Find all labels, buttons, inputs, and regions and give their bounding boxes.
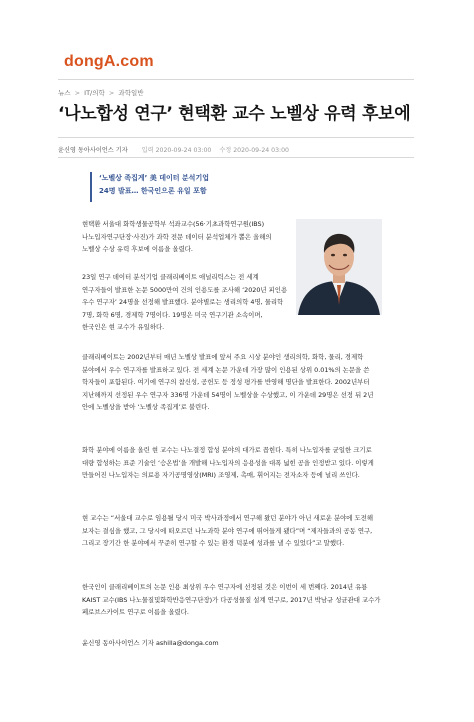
reporter-signature: 윤신영 동아사이언스 기자 ashilla@donga.com bbox=[82, 639, 219, 647]
site-logo[interactable]: dongA.com bbox=[64, 53, 154, 70]
breadcrumb-separator: > bbox=[74, 89, 81, 97]
article-byline bbox=[58, 145, 289, 154]
reporter-name: 윤신영 동아사이언스 기자 bbox=[58, 147, 128, 154]
modified-date: 수정 2020-09-24 03:00 bbox=[219, 147, 289, 154]
header-divider bbox=[58, 79, 414, 80]
breadcrumb-item-science[interactable]: 과학일반 bbox=[118, 89, 144, 97]
byline-divider bbox=[58, 157, 414, 158]
breadcrumb-item-news[interactable]: 뉴스 bbox=[58, 89, 71, 97]
article-paragraph: 23일 연구 데이터 분석기업 클래리베이트 애널리틱스는 전 세계 연구자들이 발표한 논문 5000만여 건의 인용도를 조사해 ‘2020년 피인용 우수 연구자’ 24명을 선정해 발표했다. 분야별로는 생리의학 4명, 물리학 7명, 화학 6명, 경제학 7명이다. 19명은 미국 연구기관 소속이며, 한국인은 현 교수가 유일하다. bbox=[82, 273, 288, 331]
breadcrumb-separator: > bbox=[108, 89, 115, 97]
article-title: ‘나노합성 연구’ 현택환 교수 노벨상 유력 후보에 bbox=[58, 104, 411, 124]
portrait-image bbox=[296, 219, 382, 315]
subheadline-line-2: 24명 발표… 한국인으론 유일 포함 bbox=[99, 187, 207, 195]
breadcrumb-item-it-medicine[interactable]: IT/의학 bbox=[84, 89, 105, 97]
article-paragraph: 클래리베이트는 2002년부터 매년 노벨상 발표에 앞서 주요 시상 분야인 생리의학, 화학, 물리, 경제학 분야에서 우수 연구자를 발표하고 있다. 전 세계 논문 가운데 가장 많이 인용된 상위 0.01%의 논문을 쓴 학자들이 포함된다. 여기에 연구의 참신성, 공헌도 등 정성 평가를 반영해 명단을 발표한다. 2002년부터 지난해까지 선정된 우수 연구자 336명 가운데 54명이 노벨상을 수상했고, 이 가운데 29명은 선정 뒤 2년 안에 노벨상을 받아 ‘노벨상 족집게’로 불린다. bbox=[82, 353, 374, 411]
subheadline-line-1: ‘노벨상 족집게’ 美 데이터 분석기업 bbox=[99, 174, 209, 182]
article-subheadline bbox=[90, 172, 235, 202]
professor-photo bbox=[296, 219, 382, 315]
title-divider bbox=[58, 137, 414, 138]
article-paragraph: 화학 분야에 이름을 올린 현 교수는 나노결정 합성 분야의 대가로 꼽힌다. 특히 나노입자를 균일한 크기로 대량 합성하는 표준 기술인 ‘승온법’을 개발해 나노입자의 응용성을 대폭 넓힌 공을 인정받고 있다. 이렇게 만들어진 나노입자는 의료용 자기공명영상(MRI) 조영제, 촉매, 휘어지는 전자소자 등에 널리 쓰인다. bbox=[82, 446, 374, 479]
article-paragraph: 현택환 서울대 화학생물공학부 석좌교수(56·기초과학연구원(IBS) 나노입자연구단장·사진)가 과학 전문 데이터 분석업체가 뽑은 올해의 노벨상 수상 유력 후보에 이름을 올렸다. bbox=[82, 220, 272, 253]
published-date: 입력 2020-09-24 03:00 bbox=[141, 147, 212, 154]
article-paragraph: 현 교수는 “서울대 교수로 임용될 당시 미국 박사과정에서 연구해 왔던 분야가 아닌 새로운 분야에 도전해 보자는 결심을 했고, 그 당시에 떠오르던 나노과학 분야 연구에 뛰어들게 됐다”며 “제자들과의 공동 연구, 그리고 장기간 한 분야에서 꾸준히 연구할 수 있는 환경 덕분에 성과를 낼 수 있었다”고 말했다. bbox=[82, 514, 374, 547]
article-paragraph: 한국인이 클래리베이트의 논문 인용 최상위 우수 연구자에 선정된 것은 이번이 세 번째다. 2014년 유룡 KAIST 교수(IBS 나노물질및화학반응연구단장)가 다공성물질 설계 연구로, 2017년 박남규 성균관대 교수가 페로브스카이트 연구로 이름을 올렸다. bbox=[82, 583, 381, 616]
breadcrumb bbox=[58, 88, 144, 97]
